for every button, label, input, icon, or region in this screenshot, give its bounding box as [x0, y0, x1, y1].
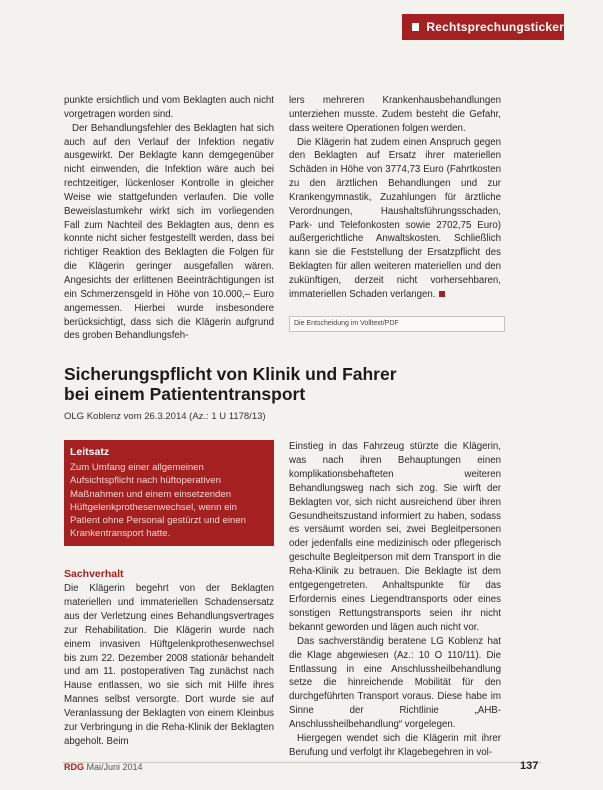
paragraph: lers mehreren Krankenhausbehandlungen unterziehen musste. Zudem besteht die Gefahr, dass weitere Operationen folgen werden.: [289, 95, 501, 134]
leitsatz-heading: Leitsatz: [70, 446, 110, 458]
paragraph: Der Behandlungsfehler des Beklagten hat sich auch auf den Verlauf der Infektion negativ ausgewirkt. Der Beklagte kann demgegenüber nicht einwenden, die Infektion wäre auch bei rechtzeitiger, lückenloser Kontrolle in gleicher Weise wie stattgefunden verlaufen. Die volle Beweislastumkehr wirkt sich im vorliegenden Fall zum Nachteil des Beklagten aus, denn es konnte nicht sicher festgestellt werden, dass bei richtiger Reaktion des Beklagten die Folgen für die Klägerin geringer ausgefallen wären. Angesichts der erlittenen Beeinträchtigungen ist ein Schmerzensgeld in Höhe von 10.000,– Euro angemessen. Hierbei wurde insbesondere berücksichtigt, dass sich die Klägerin aufgrund des groben Behandlungsfeh-: [64, 122, 274, 342]
section-label: Rechtsprechungsticker: [426, 20, 564, 34]
footer-brand: RDG: [64, 762, 84, 772]
paragraph: Einstieg in das Fahrzeug stürzte die Klägerin, was nach ihren Behauptungen einen komplikationsbehafteten weiteren Behandlungsweg nach sich zog. Sie wirft der Beklagten vor, sich nicht ausreichend über ihren Gesundheitszustand informiert zu haben, sodass es versäumt worden sei, zwei Begleitpersonen oder jedenfalls eine medizinisch oder pflegerisch geschulte Begleitperson mit dem Transport in die Reha-Klinik zu betrauen. Die Beklagte ist dem entgegengetreten. Anhaltspunkte für das Erfordernis eines Liegendtransports oder eines sonstigen Rettungstransports seien ihr nicht bekannt geworden und lägen auch nicht vor.: [289, 441, 501, 633]
column-top-right: [289, 94, 501, 302]
paragraph: Die Klägerin begehrt von der Beklagten materiellen und immateriellen Schadensersatz aus der Verletzung eines Behandlungsvertrages zur Rehabilitation. Die Klägerin wurde nach einem invasiven Hüftgelenkprothesenwechsel bis zum 22. Dezember 2008 stationär behandelt und am 11. postoperativen Tag zunächst nach Hause entlassen, wo sie sich mit Hilfe ihres Mannes selbst versorgte. Dort wurde sie auf Veranlassung der Beklagten von einem Kleinbus zur Verbringung in die Reha-Klinik der Beklagten abgeholt. Beim: [64, 583, 274, 747]
paragraph-text: Die Klägerin hat zudem einen Anspruch gegen den Beklagten auf Ersatz ihrer materiellen Schäden in Höhe von 3774,73 Euro (Fahrtkosten zu den ärztlichen Behandlungen und zur Krankengymnastik, Zuzahlungen für ärztliche Verordnungen, Haushaltsführungsschaden, Park- und Telefonkosten sowie 2702,75 Euro) außergerichtliche Anwaltskosten. Schließlich kann sie die Feststellung der Ersatzpflicht des Beklagten für allen weiteren materiellen und den zukünftigen, derzeit nicht vorhersehbaren, immateriellen Schaden verlangen.: [289, 136, 501, 300]
sachverhalt-heading: Sachverhalt: [64, 568, 124, 580]
section-tab: [402, 14, 564, 40]
article-title: [64, 364, 504, 404]
leitsatz-text: Zum Umfang einer allgemeinen Aufsichtspflicht nach hüftoperativen Maßnahmen und einem einsetzenden Hüftgelenkprothesenwechsel, wenn ein Patient ohne Personal gestürzt und einen Krankentransport hatte.: [70, 462, 247, 540]
article-title-line1: Sicherungspflicht von Klinik und Fahrer: [64, 364, 397, 384]
footer-issue: [64, 762, 143, 772]
end-square-icon: [439, 291, 445, 297]
paragraph: Hiergegen wendet sich die Klägerin mit ihrer Berufung und verfolgt ihr Klagebegehren in vol-: [289, 733, 501, 758]
page-number: 137: [520, 760, 539, 772]
leitsatz-box: [64, 440, 274, 546]
column-bottom-left: [64, 582, 274, 749]
paragraph: Das sachverständig beratene LG Koblenz hat die Klage abgewiesen (Az.: 10 O 110/11). Die Entlassung in eine Anschlussheilbehandlung setze die hinreichende Mobilität für den durchgeführten Transport voraus. Diese habe im Sinne der Richtlinie „AHB-Anschlussheilbehandlung“ vorgelegen.: [289, 635, 501, 731]
fulltext-link[interactable]: Die Entscheidung im Volltext/PDF: [289, 316, 505, 332]
article-title-line2: bei einem Patiententransport: [64, 384, 306, 404]
paragraph: [289, 136, 501, 302]
column-top-left: [64, 94, 274, 343]
column-bottom-right: [289, 440, 501, 760]
footer-issue-date: Mai/Juni 2014: [86, 762, 143, 772]
section-square-icon: [412, 23, 419, 31]
paragraph: punkte ersichtlich und vom Beklagten auch nicht vorgetragen worden sind.: [64, 95, 274, 120]
article-reference: OLG Koblenz vom 26.3.2014 (Az.: 1 U 1178/13): [64, 411, 266, 422]
